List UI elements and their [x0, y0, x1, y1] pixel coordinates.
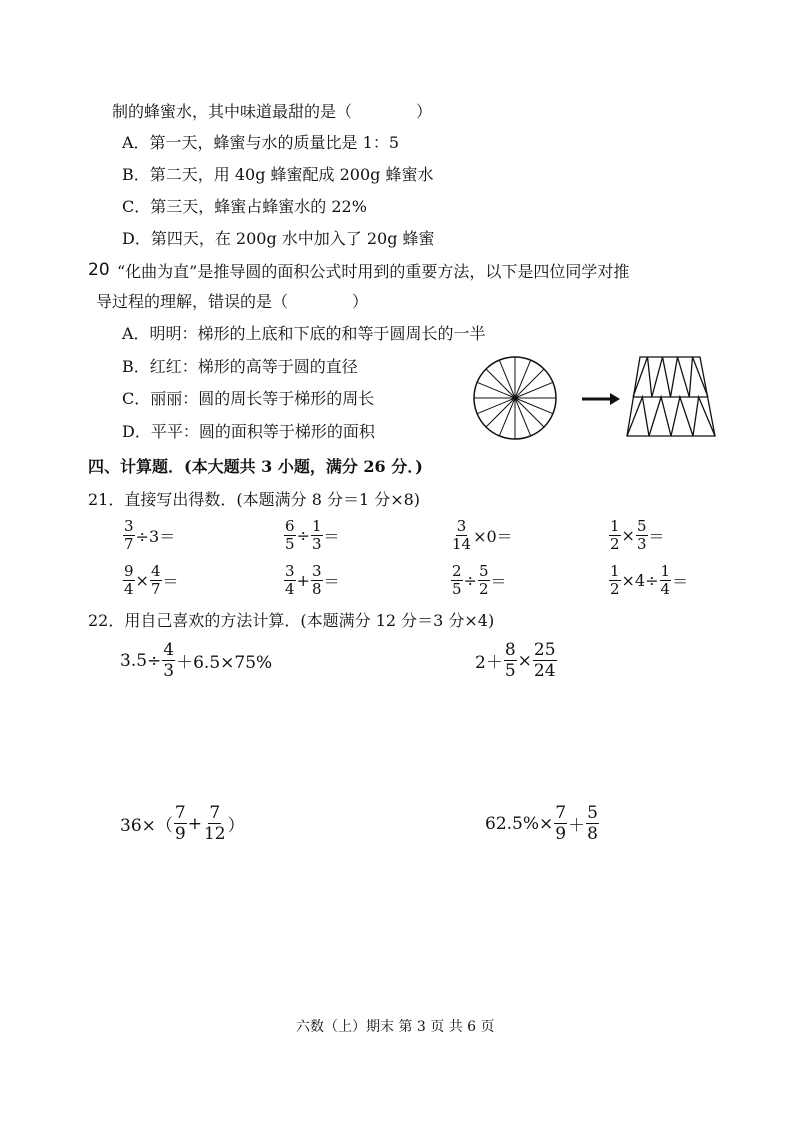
q20-number: 20	[88, 260, 110, 280]
denominator: 2	[610, 580, 620, 598]
denominator: 2	[478, 580, 489, 598]
q20-stem-line2: 导过程的理解，错误的是（ ）	[96, 292, 369, 311]
denominator: 7	[150, 580, 161, 598]
numerator: 1	[610, 517, 620, 535]
q19-stem-tail: 制的蜂蜜水，其中味道最甜的是（ ）	[112, 102, 433, 121]
fraction	[533, 640, 557, 681]
numerator: 6	[285, 517, 295, 535]
fraction	[284, 563, 296, 598]
q20-stem-line1: “化曲为直”是推导圆的面积公式时用到的重要方法，以下是四位同学对推	[117, 262, 630, 281]
operator: +	[187, 813, 202, 834]
numerator: 8	[504, 640, 516, 660]
circle-to-trapezoid-figure	[470, 354, 720, 444]
denominator: 14	[452, 535, 472, 553]
denominator: 5	[504, 661, 516, 681]
fraction	[311, 518, 323, 553]
equals-sign: ＝	[490, 572, 507, 591]
q21-item-5	[122, 563, 179, 598]
equals-sign: ＝	[648, 527, 665, 546]
expression-text: ）	[227, 816, 245, 836]
q20-option-b: B．红红：梯形的高等于圆的直径	[122, 357, 358, 376]
q22-expression-4	[485, 803, 600, 844]
fraction	[174, 803, 187, 844]
q22-expression-2	[475, 640, 558, 681]
q21-item-1	[122, 518, 175, 553]
q22-expression-1	[120, 640, 272, 681]
denominator: 4	[124, 580, 134, 598]
equals-sign: ＝	[672, 572, 689, 591]
operator: +	[296, 571, 310, 590]
operator: ×	[135, 571, 149, 590]
numerator: 9	[124, 562, 134, 580]
denominator: 4	[660, 580, 671, 598]
fraction	[123, 563, 135, 598]
fraction	[478, 563, 490, 598]
fraction	[150, 563, 162, 598]
fraction	[609, 563, 621, 598]
fraction	[554, 803, 567, 844]
page-footer: 六数（上）期末 第 3 页 共 6 页	[296, 1019, 495, 1035]
denominator: 9	[555, 824, 567, 844]
fraction	[660, 563, 672, 598]
numerator: 7	[174, 803, 186, 823]
q19-option-b: B．第二天，用 40g 蜂蜜配成 200g 蜂蜜水	[122, 165, 434, 184]
expression-text: ＋6.5×75%	[176, 653, 273, 673]
trapezoid-shape	[627, 357, 715, 436]
denominator: 5	[452, 580, 462, 598]
arrow-icon	[582, 393, 620, 405]
q21-item-7	[450, 563, 507, 598]
sectored-circle	[474, 357, 556, 439]
q21-item-6	[283, 563, 340, 598]
numerator: 4	[150, 562, 161, 580]
q21-item-2	[283, 518, 340, 553]
numerator: 3	[124, 517, 134, 535]
numerator: 1	[660, 562, 671, 580]
numerator: 5	[587, 803, 598, 823]
numerator: 3	[311, 562, 322, 580]
fraction	[123, 518, 135, 553]
operator: ×4÷	[621, 571, 659, 590]
numerator: 25	[533, 640, 556, 660]
fraction	[451, 563, 463, 598]
denominator: 24	[533, 661, 556, 681]
numerator: 1	[311, 517, 322, 535]
denominator: 3	[311, 535, 322, 553]
numerator: 7	[209, 803, 221, 823]
equals-sign: ＝	[323, 527, 340, 546]
fraction	[311, 563, 323, 598]
equals-sign: ＝	[323, 572, 340, 591]
q20-option-d: D．平平：圆的面积等于梯形的面积	[122, 422, 375, 441]
numerator: 3	[456, 517, 467, 535]
denominator: 2	[610, 535, 620, 553]
q19-option-a: A．第一天，蜂蜜与水的质量比是 1：5	[122, 133, 400, 152]
q21-item-4	[608, 518, 665, 553]
q21-item-8	[608, 563, 688, 598]
fraction	[162, 640, 175, 681]
fraction	[636, 518, 648, 553]
q22-expression-3	[120, 803, 245, 844]
fraction	[504, 640, 517, 681]
operator: ×	[517, 650, 532, 671]
operator: ＋	[568, 816, 586, 836]
denominator: 12	[203, 824, 226, 844]
operator: ÷3＝	[135, 527, 176, 546]
denominator: 3	[636, 535, 647, 553]
denominator: 8	[587, 824, 598, 844]
numerator: 7	[555, 803, 567, 823]
denominator: 4	[285, 580, 295, 598]
expression-text: 62.5%×	[485, 813, 554, 834]
q19-option-d: D．第四天，在 200g 水中加入了 20g 蜂蜜	[122, 229, 435, 248]
denominator: 7	[124, 535, 134, 553]
expression-text: 36×（	[120, 816, 173, 836]
q21-title: 21．直接写出得数．(本题满分 8 分＝1 分×8)	[88, 490, 421, 509]
q21-item-3	[450, 518, 513, 553]
numerator: 2	[452, 562, 462, 580]
numerator: 5	[478, 562, 489, 580]
expression-text: 2＋	[475, 653, 503, 673]
numerator: 3	[285, 562, 295, 580]
fraction	[203, 803, 227, 844]
operator: ×0＝	[473, 527, 513, 546]
numerator: 4	[163, 640, 175, 660]
fraction	[451, 518, 472, 553]
q19-option-c: C．第三天，蜂蜜占蜂蜜水的 22%	[122, 197, 367, 216]
numerator: 5	[636, 517, 647, 535]
operator: ÷	[296, 526, 310, 545]
q20-option-a: A．明明：梯形的上底和下底的和等于圆周长的一半	[122, 324, 486, 343]
operator: ×	[621, 526, 635, 545]
section4-heading: 四、计算题．(本大题共 3 小题，满分 26 分．)	[88, 457, 423, 476]
fraction	[586, 803, 599, 844]
denominator: 9	[174, 824, 186, 844]
denominator: 8	[311, 580, 322, 598]
denominator: 5	[285, 535, 295, 553]
denominator: 3	[163, 661, 175, 681]
equals-sign: ＝	[162, 572, 179, 591]
fraction	[284, 518, 296, 553]
numerator: 1	[610, 562, 620, 580]
expression-text: 3.5÷	[120, 650, 162, 671]
fraction	[609, 518, 621, 553]
operator: ÷	[463, 571, 477, 590]
q22-title: 22．用自己喜欢的方法计算．(本题满分 12 分＝3 分×4)	[88, 611, 495, 630]
q20-option-c: C．丽丽：圆的周长等于梯形的周长	[122, 389, 375, 408]
